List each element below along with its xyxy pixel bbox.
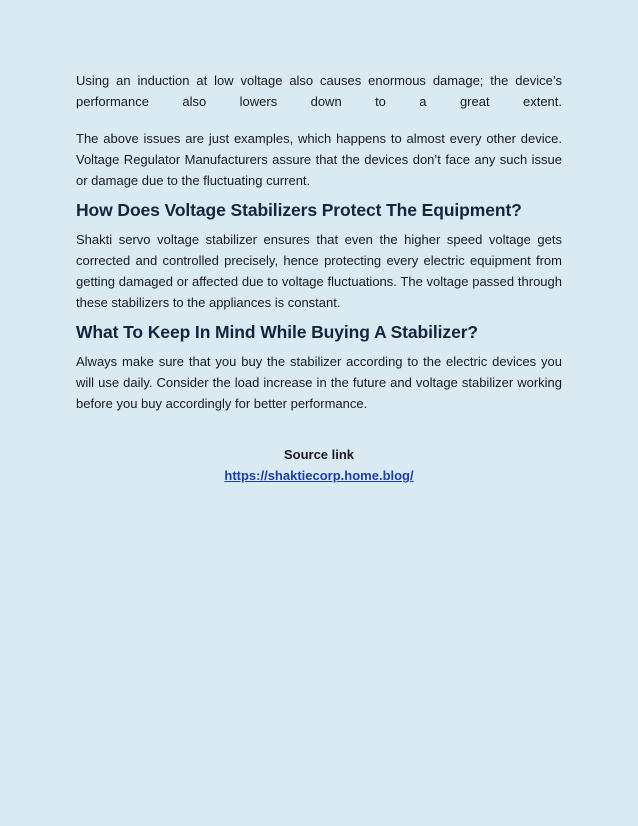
paragraph-induction-line-2: performance also lowers down to a great extent. [76,94,562,109]
paragraph-issues: The above issues are just examples, which happens to almost every other device. Voltage Regulator Manufacturers assure that the devices don’t face any such issue or damage due to the fluctuating current. [76,131,562,188]
heading-protect-equipment: How Does Voltage Stabilizers Protect The Equipment? [76,200,522,220]
paragraph-buying-advice: Always make sure that you buy the stabilizer according to the electric devices you will use daily. Consider the load increase in the future and voltage stabilizer working before you buy accordingly for better performance. [76,354,562,411]
source-block [76,444,562,486]
source-link[interactable]: https://shaktiecorp.home.blog/ [224,468,414,483]
paragraph-shakti-stabilizer: Shakti servo voltage stabilizer ensures that even the higher speed voltage gets corrected and controlled precisely, hence protecting every electric equipment from getting damaged or affected due to voltage fluctuations. The voltage passed through these stabilizers to the appliances is constant. [76,232,562,310]
heading-buying-stabilizer: What To Keep In Mind While Buying A Stabilizer? [76,322,479,342]
source-label: Source link [283,447,355,462]
paragraph-induction-line-1: Using an induction at low voltage also causes enormous damage; the device’s [76,73,562,88]
